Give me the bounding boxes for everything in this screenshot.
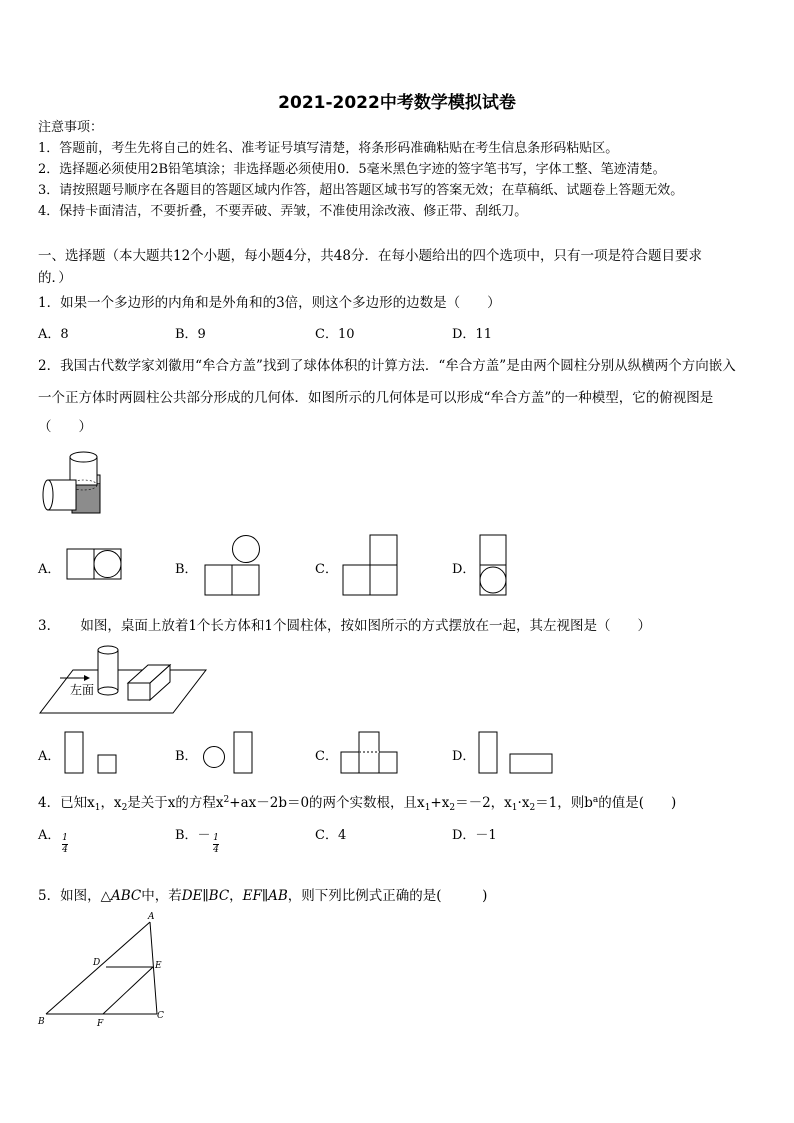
q3-option-b-figure (202, 731, 258, 779)
q3-figure (38, 640, 208, 720)
q2-option-a-label: A． (38, 562, 61, 577)
q3-option-a-figure (64, 731, 120, 779)
q2-stem-line2: 一个正方体时两圆柱公共部分形成的几何体．如图所示的几何体是可以形成“牟合方盖”的一种模型，它的俯视图是 (38, 390, 714, 406)
q2-option-d-label: D． (452, 562, 476, 577)
q1-option-b: B．9 (175, 327, 206, 342)
q5-point-f: F (97, 1019, 104, 1029)
q1-option-c: C．10 (315, 327, 355, 342)
q3-stem: 3． 如图，桌面上放着1个长方体和1个圆柱体，按如图所示的方式摆放在一起，其左视图是（ ） (38, 618, 652, 634)
q5-point-a: A (148, 912, 155, 922)
q5-point-c: C (157, 1011, 164, 1021)
notice-item-1: 1．答题前，考生先将自己的姓名、准考证号填写清楚，将条形码准确粘贴在考生信息条形码粘贴区。 (38, 141, 619, 156)
q4-stem: 4．已知$x_1$，$x_2$是关于x的方程$x^2+ax-2b=0$的两个实数根，且$x_1+x_2=-2$，$x_1\cdot x_2=1$，则$b^a$的值是( ) (38, 795, 677, 813)
q4-option-a-fraction: $\frac{1}{4}$ (62, 833, 68, 855)
q2-option-c-label: C． (315, 562, 338, 577)
q2-option-c-figure (342, 534, 398, 600)
q3-option-c-label: C． (315, 749, 338, 764)
q4-option-a: A． (38, 828, 61, 843)
q4-option-b: B．－ (175, 828, 211, 843)
q2-option-b-label: B． (175, 562, 198, 577)
q2-option-a-figure (66, 548, 122, 584)
q2-option-b-figure (204, 534, 260, 600)
q3-option-d-label: D． (452, 749, 476, 764)
q1-stem: 1．如果一个多边形的内角和是外角和的3倍，则这个多边形的边数是（ ） (38, 295, 501, 311)
q3-option-c-figure (340, 731, 400, 779)
notice-item-2: 2．选择题必须使用2B铅笔填涂；非选择题必须使用0．5毫米黑色字迹的签字笔书写，字体工整、笔迹清楚。 (38, 162, 666, 177)
notice-heading: 注意事项： (38, 120, 104, 135)
q3-option-b-label: B． (175, 749, 198, 764)
q5-point-b: B (38, 1017, 45, 1027)
q3-option-d-figure (478, 731, 558, 779)
q2-stem-line1: 2．我国古代数学家刘徽用“牟合方盖”找到了球体体积的计算方法．“牟合方盖”是由两个圆柱分别从纵横两个方向嵌入 (38, 358, 736, 374)
q3-figure-label: 左面 (70, 683, 95, 697)
q2-option-d-figure (479, 534, 507, 600)
notice-item-4: 4．保持卡面清洁，不要折叠，不要弄破、弄皱，不准使用涂改液、修正带、刮纸刀。 (38, 204, 528, 219)
q3-option-a-label: A． (38, 749, 61, 764)
q4-option-b-fraction: $\frac{1}{4}$ (213, 833, 219, 855)
q5-stem: 5．如图，△ABC中，若DE∥BC，EF∥AB，则下列比例式正确的是( ) (38, 888, 488, 904)
q1-option-d: D．11 (452, 327, 492, 342)
q4-option-d: D．－1 (452, 828, 497, 843)
q5-point-d: D (93, 958, 101, 968)
page-title: 2021-2022中考数学模拟试卷 (278, 93, 516, 113)
q1-option-a: A．8 (38, 327, 69, 342)
q2-stem-line3: （ ） (38, 419, 92, 435)
q2-figure (40, 445, 110, 524)
section-heading-line2: 的．） (38, 270, 72, 286)
section-heading-line1: 一、选择题（本大题共12个小题，每小题4分，共48分．在每小题给出的四个选项中，只有一项是符合题目要求 (38, 248, 702, 264)
notice-item-3: 3．请按照题号顺序在各题目的答题区域内作答，超出答题区域书写的答案无效；在草稿纸、试题卷上答题无效。 (38, 183, 684, 198)
q5-point-e: E (155, 961, 162, 971)
q5-figure (36, 910, 176, 1034)
q4-option-c: C．4 (315, 828, 347, 843)
